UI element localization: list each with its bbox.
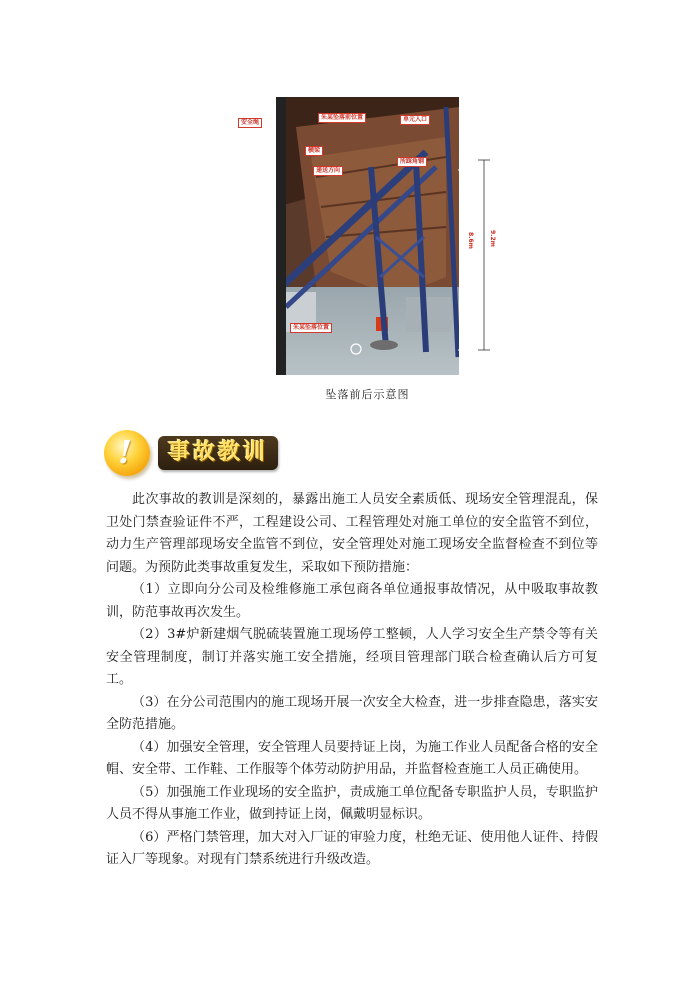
paragraph-measure-4: （4）加强安全管理，安全管理人员要持证上岗，为施工作业人员配备合格的安全帽、安全带、工作鞋、工作服等个体劳动防护用品，并监督检查施工人员正确使用。 (106, 739, 598, 777)
paragraph-measure-3: （3）在分公司范围内的施工现场开展一次安全大检查，进一步排查隐患，落实安全防范措施。 (106, 694, 598, 732)
section-heading (104, 430, 324, 478)
paragraph-measure-1: （1）立即向分公司及检维修施工承包商各单位通报事故情况，从中吸取事故教训，防范事故再次发生。 (106, 582, 598, 620)
label-crossbeam: 横梁 (305, 146, 323, 156)
dimension-9-2m: 9.2m (489, 230, 496, 247)
label-fall-direction: 递送方向 (313, 166, 343, 176)
paragraph-measure-6: （6）严格门禁管理，加大对入厂证的审验力度，杜绝无证、使用他人证件、持假证入厂等现象。对现有门禁系统进行升级改造。 (106, 829, 598, 867)
label-unit-entry: 单元入口 (400, 115, 430, 125)
site-photo-drawing (276, 97, 459, 375)
label-angle-steel: 所踩角钢 (397, 157, 427, 167)
paragraph-measure-5: （5）加强施工作业现场的安全监护，责成施工单位配备专职监护人员，专职监护人员不得从事施工作业，做到持证上岗，佩戴明显标识。 (106, 784, 598, 822)
paragraph-measure-2: （2）3#炉新建烟气脱硫装置施工现场停工整顿，人人学习安全生产禁令等有关安全管理制度，制订并落实施工安全措施，经项目管理部门联合检查确认后方可复工。 (106, 627, 598, 687)
exclamation-mark: ! (118, 433, 133, 471)
figure-caption: 坠落前后示意图 (325, 388, 410, 401)
label-fall-before-position: 朱某坠落前位置 (318, 113, 366, 123)
paragraph-intro: 此次事故的教训是深刻的，暴露出施工人员安全素质低、现场安全管理混乱，保卫处门禁查验证件不严，工程建设公司、工程管理处对施工单位的安全监管不到位，动力生产管理部现场安全监管不到位，安全管理处对施工现场安全监督检查不到位等问题。为预防此类事故重复发生，采取如下预防措施： (106, 492, 598, 575)
dimension-lines (440, 150, 500, 370)
exclamation-badge-icon (104, 430, 150, 476)
label-fall-after-position: 朱某坠落位置 (290, 323, 332, 333)
lessons-body (106, 489, 598, 872)
section-title: 事故教训 (158, 436, 278, 470)
dimension-8-6m: 8.6m (467, 232, 474, 249)
accident-site-photo (276, 97, 459, 375)
label-safety-rope: 安全绳 (238, 118, 262, 128)
